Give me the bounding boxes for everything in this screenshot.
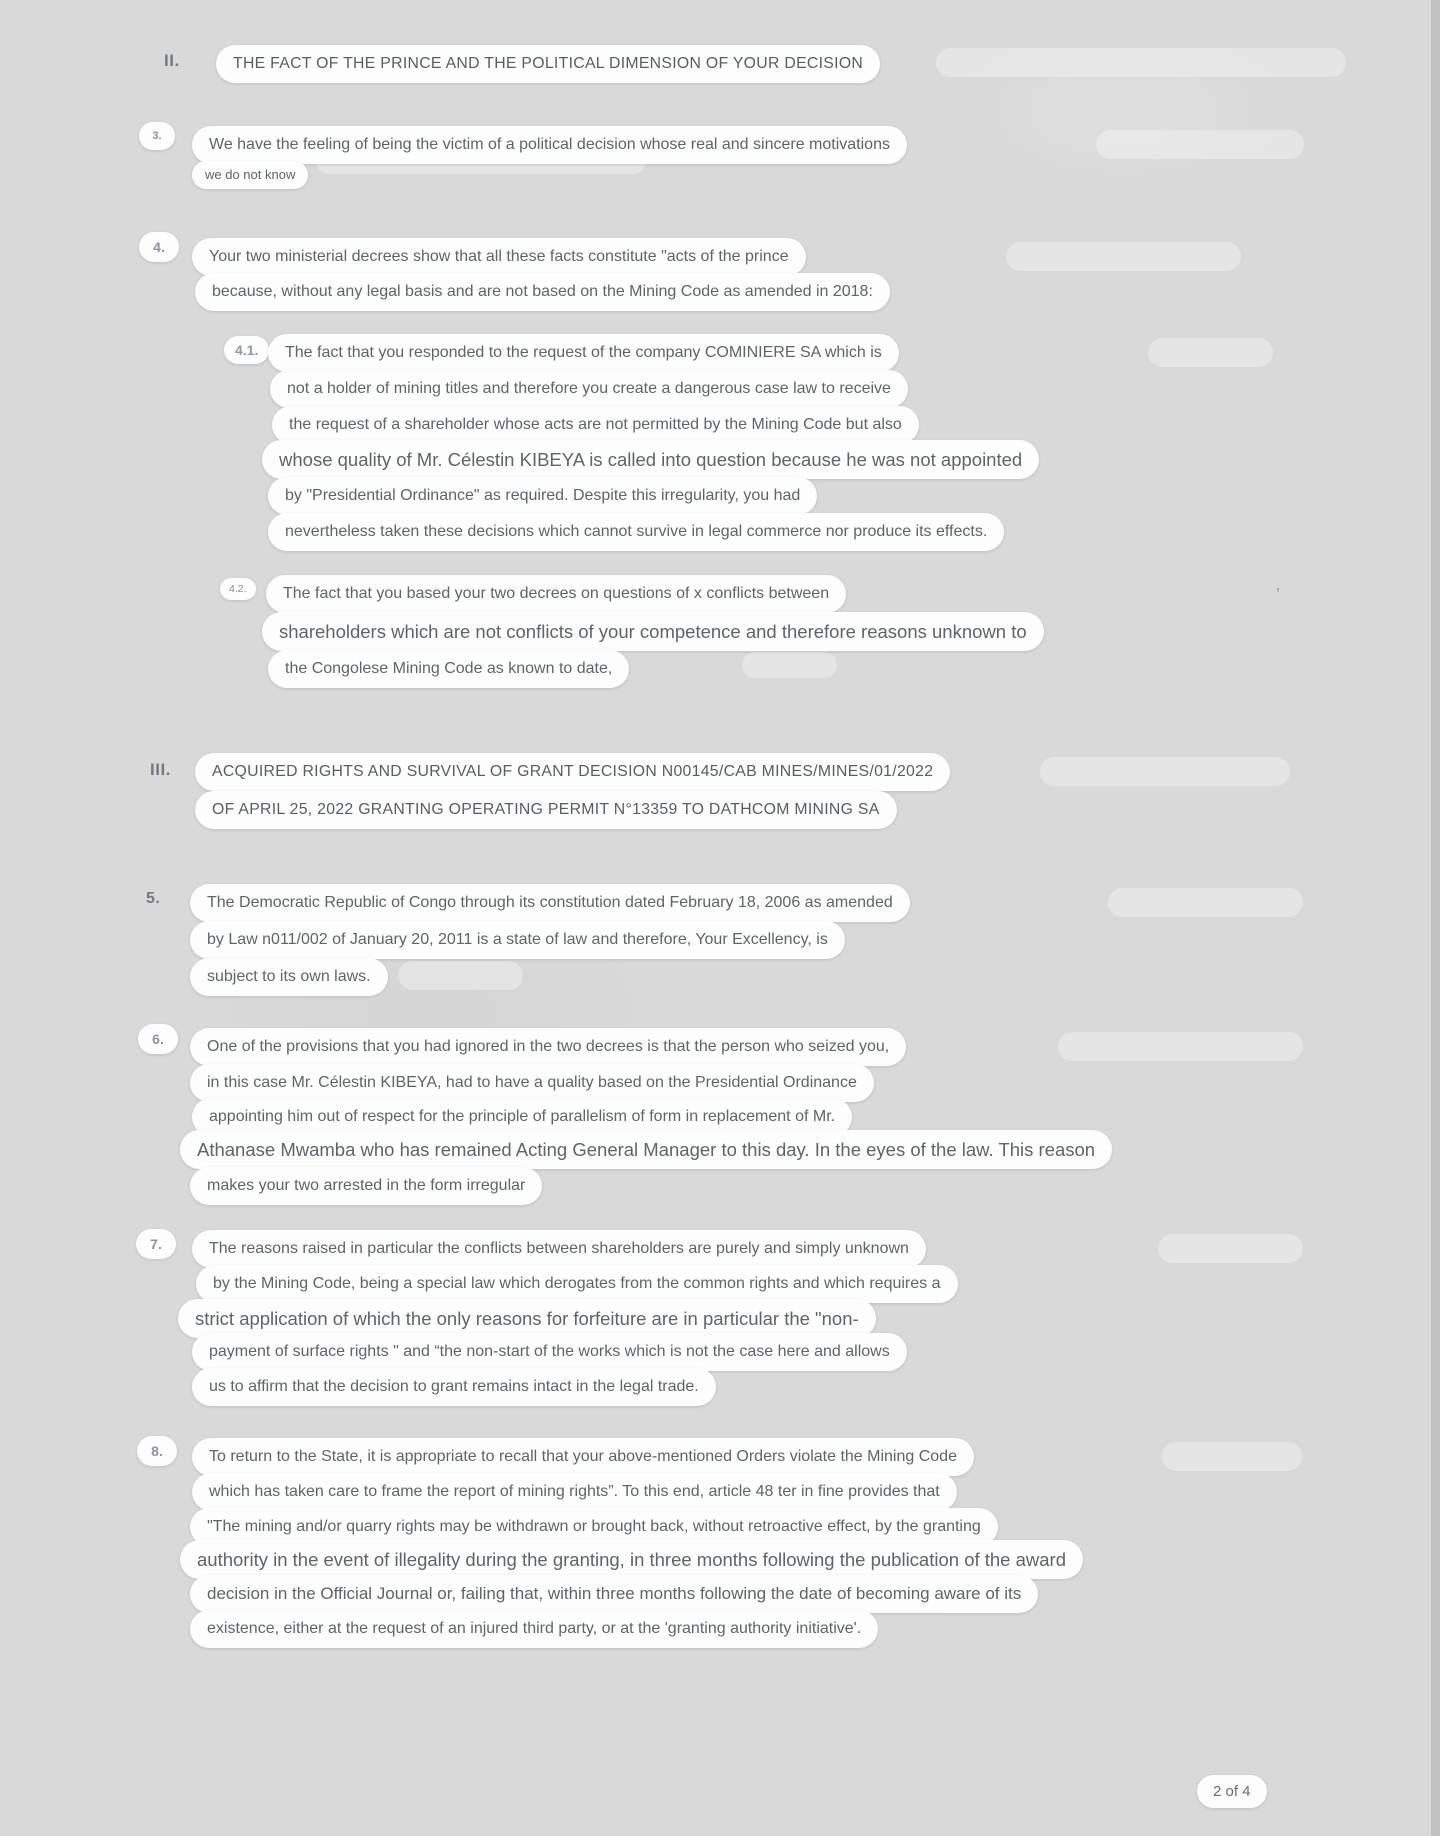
paragraph-line: The fact that you responded to the request of the company COMINIERE SA which is <box>268 334 899 372</box>
subparagraph-number-pill: 4.2. <box>220 578 256 600</box>
section-heading-pill: THE FACT OF THE PRINCE AND THE POLITICAL DIMENSION OF YOUR DECISION <box>216 45 880 83</box>
paragraph-line: the Congolese Mining Code as known to date, <box>268 650 629 688</box>
subparagraph-number-pill: 4.1. <box>224 336 269 364</box>
paragraph-line: existence, either at the request of an injured third party, or at the 'granting authority initiative'. <box>190 1610 878 1648</box>
ghost-text-artifact <box>1162 1442 1302 1471</box>
ghost-text-artifact <box>742 652 837 678</box>
paragraph-number-badge: 8. <box>137 1436 177 1466</box>
ghost-text-artifact <box>1058 1032 1303 1061</box>
paragraph-line: the request of a shareholder whose acts are not permitted by the Mining Code but also <box>272 406 919 444</box>
paragraph-line: strict application of which the only reasons for forfeiture are in particular the "non- <box>178 1299 876 1338</box>
paragraph-line: appointing him out of respect for the principle of parallelism of form in replacement of Mr. <box>192 1098 852 1136</box>
ghost-text-artifact <box>1148 338 1273 367</box>
paragraph-number-badge: 7. <box>136 1229 176 1259</box>
paragraph-line: Athanase Mwamba who has remained Acting General Manager to this day. In the eyes of the law. This reason <box>180 1130 1112 1169</box>
section-number: III. <box>150 760 171 779</box>
paragraph-number: 5. <box>146 890 161 907</box>
paragraph-line: by Law n011/002 of January 20, 2011 is a state of law and therefore, Your Excellency, is <box>190 921 845 959</box>
paragraph-line: We have the feeling of being the victim of a political decision whose real and sincere motivations <box>192 126 907 164</box>
paragraph-line: we do not know <box>192 161 308 189</box>
paragraph-line: authority in the event of illegality during the granting, in three months following the publication of the award <box>180 1540 1083 1579</box>
section-number: II. <box>164 51 180 70</box>
ghost-text-artifact <box>1108 888 1303 917</box>
paragraph-line: in this case Mr. Célestin KIBEYA, had to have a quality based on the Presidential Ordinance <box>190 1064 874 1102</box>
paragraph-line: shareholders which are not conflicts of your competence and therefore reasons unknown to <box>262 612 1044 651</box>
ghost-text-artifact <box>1006 242 1241 271</box>
paragraph-line: because, without any legal basis and are not based on the Mining Code as amended in 2018: <box>195 273 890 311</box>
paragraph-line: decision in the Official Journal or, failing that, within three months following the date of becoming aware of its <box>190 1575 1038 1613</box>
paragraph-line: "The mining and/or quarry rights may be withdrawn or brought back, without retroactive effect, by the granting <box>190 1508 998 1546</box>
paragraph-line: The fact that you based your two decrees on questions of x conflicts between <box>266 575 846 613</box>
paragraph-line: us to affirm that the decision to grant remains intact in the legal trade. <box>192 1368 716 1406</box>
paragraph-line: The Democratic Republic of Congo through its constitution dated February 18, 2006 as amended <box>190 884 910 922</box>
paragraph-number-badge: 6. <box>138 1024 178 1054</box>
paragraph-line: makes your two arrested in the form irregular <box>190 1167 542 1205</box>
ghost-text-artifact <box>1158 1234 1303 1263</box>
section-heading-pill: ACQUIRED RIGHTS AND SURVIVAL OF GRANT DECISION N00145/CAB MINES/MINES/01/2022 <box>195 753 950 791</box>
ghost-text-artifact <box>1040 757 1290 786</box>
paragraph-line: nevertheless taken these decisions which cannot survive in legal commerce nor produce its effects. <box>268 513 1004 551</box>
paragraph-line: which has taken care to frame the report of mining rights”. To this end, article 48 ter in fine provides that <box>192 1473 957 1511</box>
paragraph-number-badge: 4. <box>139 232 179 262</box>
paragraph-line: not a holder of mining titles and therefore you create a dangerous case law to receive <box>270 370 908 408</box>
paragraph-line: The reasons raised in particular the conflicts between shareholders are purely and simply unknown <box>192 1230 926 1268</box>
paragraph-number-badge: 3. <box>139 122 175 150</box>
paragraph-line: One of the provisions that you had ignored in the two decrees is that the person who seized you, <box>190 1028 906 1066</box>
paragraph-line: by "Presidential Ordinance" as required. Despite this irregularity, you had <box>268 477 817 515</box>
page-indicator: 2 of 4 <box>1197 1775 1267 1808</box>
stray-quote-mark: ’ <box>1276 585 1280 605</box>
ghost-text-artifact <box>1096 130 1304 159</box>
paragraph-line: by the Mining Code, being a special law which derogates from the common rights and which requires a <box>196 1265 958 1303</box>
paragraph-line: whose quality of Mr. Célestin KIBEYA is called into question because he was not appointed <box>262 440 1039 479</box>
scan-edge <box>1431 0 1440 1836</box>
paragraph-line: subject to its own laws. <box>190 958 388 996</box>
ghost-text-artifact <box>936 48 1346 77</box>
paragraph-line: Your two ministerial decrees show that all these facts constitute "acts of the prince <box>192 238 806 276</box>
paragraph-line: To return to the State, it is appropriate to recall that your above-mentioned Orders violate the Mining Code <box>192 1438 974 1476</box>
paragraph-line: payment of surface rights " and “the non-start of the works which is not the case here and allows <box>192 1333 907 1371</box>
section-heading-pill: OF APRIL 25, 2022 GRANTING OPERATING PERMIT N°13359 TO DATHCOM MINING SA <box>195 791 897 829</box>
ghost-text-artifact <box>398 961 523 990</box>
